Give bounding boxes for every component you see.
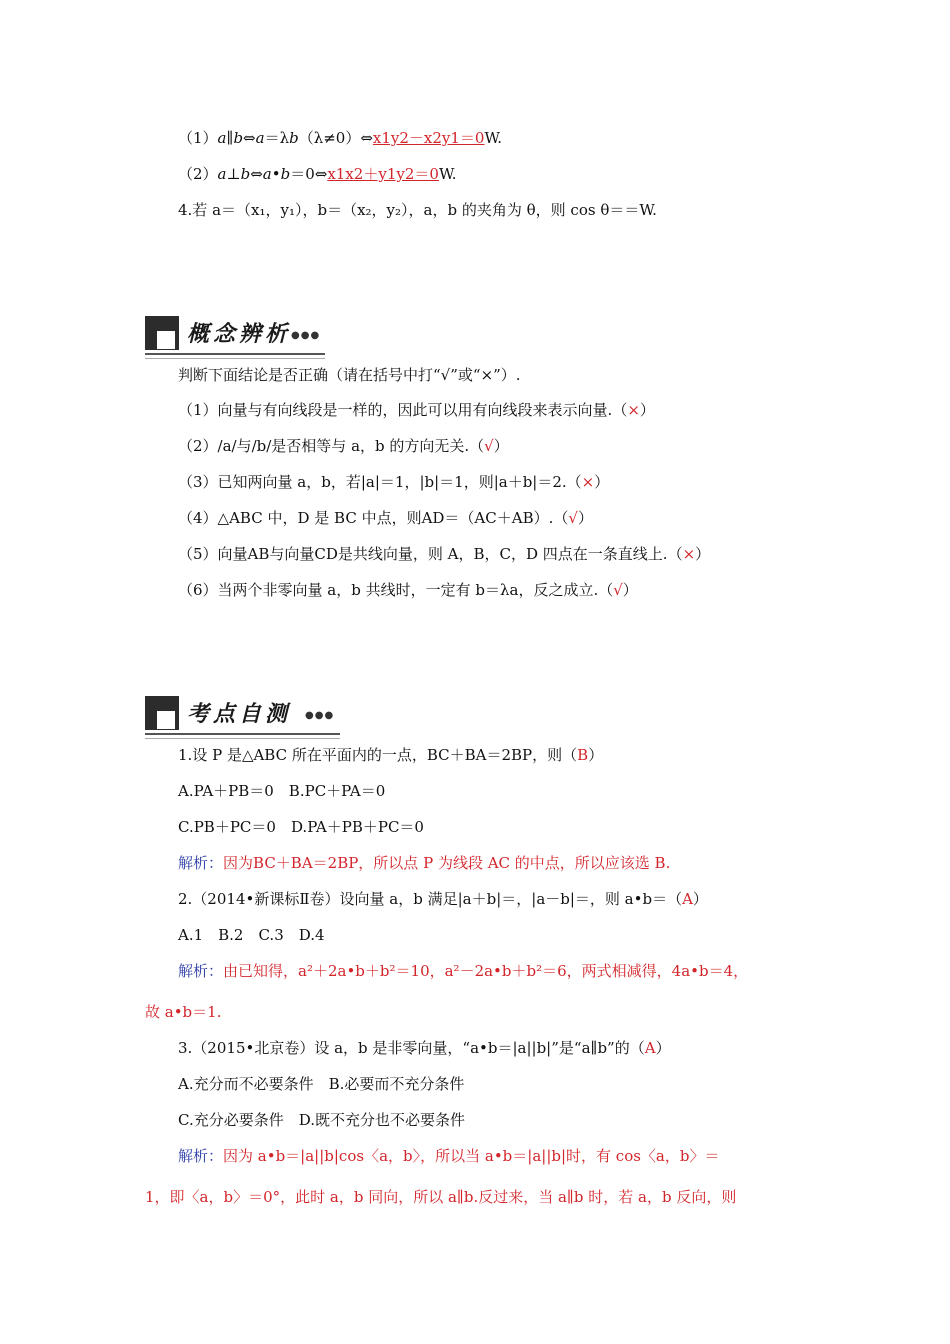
question-1-solution: 解析：因为BC＋BA＝2BP，所以点 P 为线段 AC 的中点，所以应该选 B. xyxy=(178,854,671,872)
answer-parallel: x1y2－x2y1＝0 xyxy=(372,129,485,147)
question-3-solution-cont: 1，即〈a，b〉＝0°，此时 a，b 同向，所以 a∥b.反过来，当 a∥b 时，若 a，b 反向，则 xyxy=(145,1188,737,1206)
angle-formula: 4.若 a＝（x₁，y₁），b＝（x₂，y₂），a，b 的夹角为 θ，则 cos θ＝＝W. xyxy=(178,201,657,219)
judge-item: （6）当两个非零向量 a，b 共线时，一定有 b＝λa，反之成立.（√） xyxy=(178,581,638,599)
section-banner-selftest xyxy=(145,693,345,733)
judge-item: （2）/a/与/b/是否相等与 a，b 的方向无关.（√） xyxy=(178,437,509,455)
section-banner-concepts xyxy=(145,313,345,353)
banner-rule xyxy=(145,733,340,739)
question-3-solution: 解析：因为 a•b＝|a||b|cos〈a，b〉，所以当 a•b＝|a||b|时，有 cos〈a，b〉＝ xyxy=(178,1147,720,1165)
section-title: 概念辨析 xyxy=(187,321,292,347)
judge-item: （3）已知两向量 a，b，若|a|＝1，|b|＝1，则|a＋b|＝2.（×） xyxy=(178,473,610,491)
question-3-options: A.充分而不必要条件 B.必要而不充分条件 xyxy=(178,1075,465,1093)
question-1-options: C.PB＋PC＝0 D.PA＋PB＋PC＝0 xyxy=(178,818,424,836)
judge-intro: 判断下面结论是否正确（请在括号中打“√”或“×”）. xyxy=(178,366,521,384)
banner-rule xyxy=(145,353,325,359)
judge-item: （1）向量与有向线段是一样的，因此可以用有向线段来表示向量.（×） xyxy=(178,401,655,419)
question-2-solution-cont: 故 a•b＝1. xyxy=(145,1003,222,1021)
judge-item: （5）向量AB与向量CD是共线向量，则 A，B，C，D 四点在一条直线上.（×） xyxy=(178,545,711,563)
judge-item: （4）△ABC 中，D 是 BC 中点，则AD＝（AC＋AB）.（√） xyxy=(178,509,593,527)
question-1: 1.设 P 是△ABC 所在平面内的一点，BC＋BA＝2BP，则（B） xyxy=(178,746,604,764)
condition-parallel: （1）a∥b⇔a＝λb（λ≠0）⇔x1y2－x2y1＝0W. xyxy=(178,129,503,147)
banner-dots: ●●● xyxy=(305,710,335,721)
question-2-options: A.1 B.2 C.3 D.4 xyxy=(178,926,325,944)
question-3: 3.（2015•北京卷）设 a，b 是非零向量，“a•b＝|a||b|”是“a∥b”的（A） xyxy=(178,1039,671,1057)
banner-dots: ●●● xyxy=(291,330,321,341)
question-2: 2.（2014•新课标Ⅱ卷）设向量 a，b 满足|a＋b|＝，|a－b|＝，则 a•b＝（A） xyxy=(178,890,708,908)
question-1-options: A.PA＋PB＝0 B.PC＋PA＝0 xyxy=(178,782,386,800)
banner-icon xyxy=(145,316,179,350)
answer-perpendicular: x1x2＋y1y2＝0 xyxy=(327,165,439,183)
question-2-solution: 解析：由已知得，a²＋2a•b＋b²＝10，a²－2a•b＋b²＝6，两式相减得，4a•b＝4， xyxy=(178,962,749,980)
section-title: 考点自测 xyxy=(187,701,292,727)
condition-perpendicular: （2）a⊥b⇔a•b＝0⇔x1x2＋y1y2＝0W. xyxy=(178,165,457,183)
banner-icon xyxy=(145,696,179,730)
question-3-options: C.充分必要条件 D.既不充分也不必要条件 xyxy=(178,1111,465,1129)
